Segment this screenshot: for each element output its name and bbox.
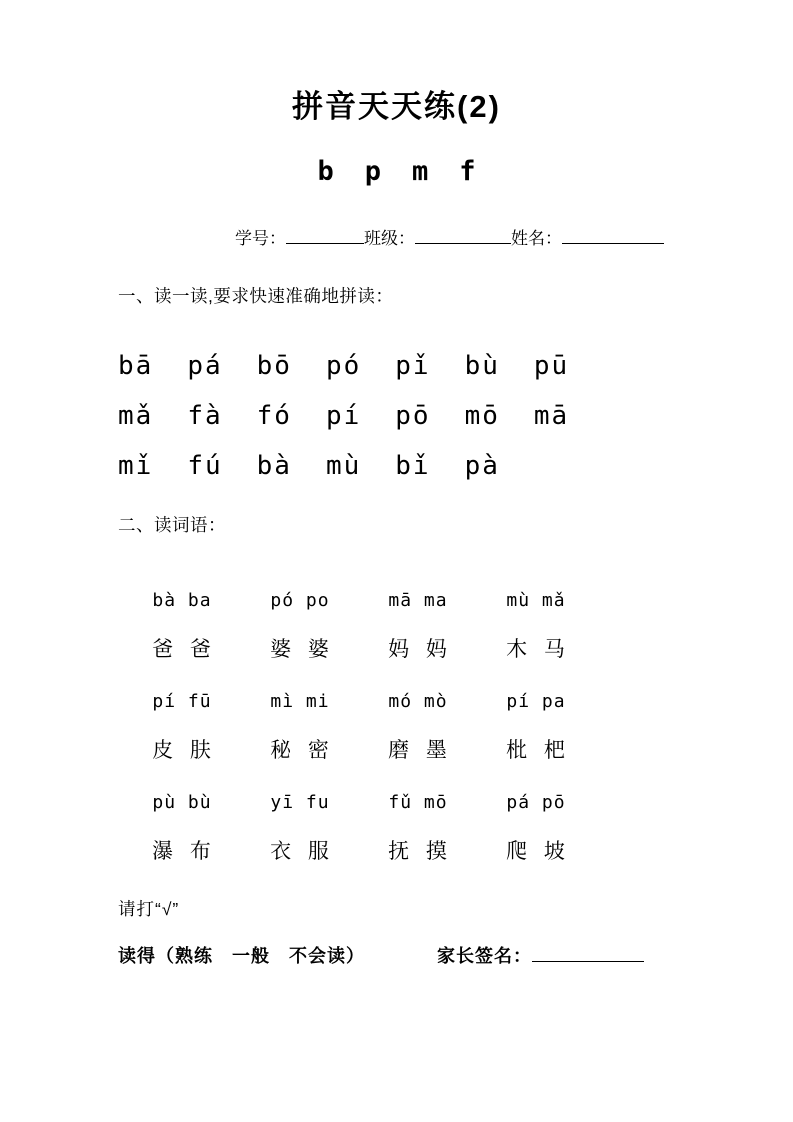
pinyin-row-3 [118,450,793,484]
pinyin-syllable: bà [256,450,292,481]
footer-line [118,944,793,969]
class-blank [415,226,511,244]
word-pinyin: pó po [270,590,330,612]
word-hanzi: 婆 婆 [270,638,330,662]
word-hanzi: 爸 爸 [152,638,212,662]
pinyin-syllable: bō [256,351,292,382]
pinyin-syllable: pó [325,351,362,382]
word-pinyin: mì mi [270,691,330,713]
check-instruction: 请打“√” [118,899,180,920]
pinyin-syllable: mō [464,400,500,431]
word-hanzi-row-1 [123,635,793,665]
initial-letter-m: m [412,156,429,188]
pinyin-syllable: mǎ [118,400,154,431]
section-one-heading: 一、读一读,要求快速准确地拼读： [118,286,394,307]
initials-row [0,156,793,188]
student-info-line [235,226,793,251]
word-hanzi: 木 马 [506,638,566,662]
word-hanzi: 瀑 布 [152,840,212,864]
word-pinyin-row-2 [123,689,793,714]
signature-group [437,944,644,969]
name-blank [562,226,664,244]
word-hanzi: 秘 密 [270,739,330,763]
word-pinyin-row-3 [123,790,793,815]
pinyin-syllable: fú [187,450,223,481]
student-id-label: 学号： [235,228,286,248]
word-pinyin: pá pō [506,792,566,814]
word-pinyin: pù bù [152,792,212,814]
pinyin-syllable: fà [187,400,223,431]
initial-letter-p: p [364,156,381,188]
page-title: 拼音天天练(2) [292,89,501,124]
signature-label: 家长签名： [437,946,532,967]
pinyin-syllable: pō [395,400,431,431]
word-pinyin: yī fu [270,792,330,814]
pinyin-syllable: fó [256,400,292,431]
pinyin-row-2 [118,400,793,434]
word-hanzi: 磨 墨 [388,739,448,763]
word-hanzi: 爬 坡 [506,840,566,864]
rating-options: 读得（熟练 一般 不会读） [118,946,365,967]
word-hanzi: 枇 杷 [506,739,566,763]
pinyin-syllable: pū [533,351,570,382]
pinyin-syllable: pí [325,400,362,431]
pinyin-syllable: bù [464,351,500,382]
word-pinyin: mā ma [388,590,448,612]
word-pinyin: fǔ mō [388,792,448,814]
signature-blank [532,944,644,962]
word-hanzi: 妈 妈 [388,638,448,662]
pinyin-syllable: mù [325,450,362,481]
class-label: 班级： [364,228,415,248]
word-hanzi: 衣 服 [270,840,330,864]
pinyin-syllable: pà [464,450,500,481]
name-label: 姓名： [511,228,562,248]
student-id-blank [286,226,364,244]
pinyin-row-1 [118,350,793,384]
word-grid [123,588,793,867]
word-hanzi-row-2 [123,736,793,766]
word-pinyin: mù mǎ [506,590,566,612]
pinyin-syllable: mā [533,400,570,431]
pinyin-syllable: bā [118,351,154,382]
word-hanzi-row-3 [123,837,793,867]
initial-letter-b: b [317,156,334,188]
pinyin-syllable: pǐ [395,351,431,382]
initial-letter-f: f [459,156,476,188]
word-pinyin: bà ba [152,590,212,612]
word-hanzi: 抚 摸 [388,840,448,864]
word-pinyin: pí pa [506,691,566,713]
pinyin-syllable: bǐ [395,450,431,481]
pinyin-syllable: pá [187,351,223,382]
word-pinyin-row-1 [123,588,793,613]
word-pinyin: mó mò [388,691,448,713]
word-hanzi: 皮 肤 [152,739,212,763]
pinyin-syllable: mǐ [118,450,154,481]
word-pinyin: pí fū [152,691,212,713]
section-two-heading: 二、读词语： [118,514,226,535]
